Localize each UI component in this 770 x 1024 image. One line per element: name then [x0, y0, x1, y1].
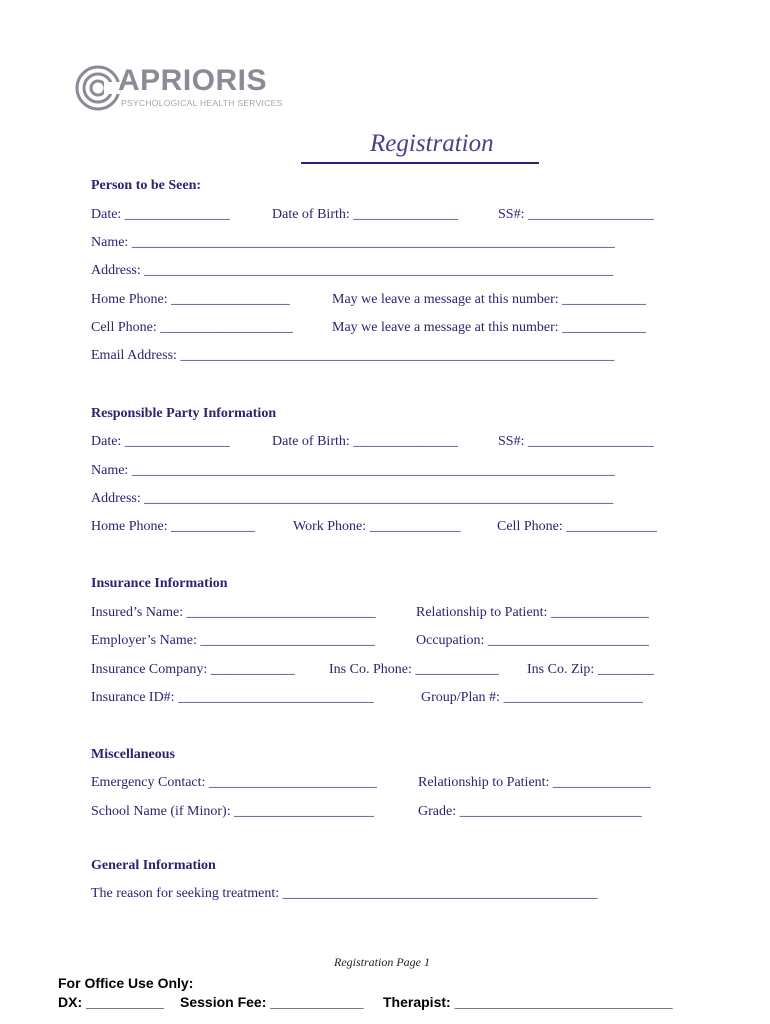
person-date-field[interactable]: Date: _______________ — [91, 207, 230, 222]
insurance-co-phone-field[interactable]: Ins Co. Phone: ____________ — [329, 662, 500, 677]
person-cell-message-field[interactable]: May we leave a message at this number: ____________ — [332, 320, 647, 335]
dx-field[interactable]: DX: __________ — [58, 994, 164, 1010]
employer-name-field[interactable]: Employer’s Name: _________________________ — [91, 633, 376, 648]
responsible-ss-field[interactable]: SS#: __________________ — [498, 434, 654, 449]
responsible-cell-phone-field[interactable]: Cell Phone: _____________ — [497, 519, 658, 534]
logo-wordmark: APRIORIS — [118, 64, 268, 97]
occupation-field[interactable]: Occupation: _______________________ — [416, 633, 649, 648]
section-insurance-heading: Insurance Information — [91, 576, 228, 591]
misc-row-school — [91, 804, 681, 824]
treatment-reason-field[interactable]: The reason for seeking treatment: _____________________________________________ — [91, 886, 598, 901]
responsible-work-phone-field[interactable]: Work Phone: _____________ — [293, 519, 461, 534]
responsible-row-name — [91, 463, 681, 483]
responsible-home-phone-field[interactable]: Home Phone: ____________ — [91, 519, 256, 534]
section-responsible-heading: Responsible Party Information — [91, 406, 277, 421]
person-address-field[interactable]: Address: ___________________________________________________________________ — [91, 263, 614, 278]
page-caption: Registration Page 1 — [334, 955, 430, 969]
person-home-phone-field[interactable]: Home Phone: _________________ — [91, 292, 291, 307]
responsible-address-field[interactable]: Address: ___________________________________________________________________ — [91, 491, 614, 506]
insurance-relationship-field[interactable]: Relationship to Patient: ______________ — [416, 605, 649, 620]
session-fee-field[interactable]: Session Fee: ____________ — [180, 994, 364, 1010]
insurance-co-zip-field[interactable]: Ins Co. Zip: ________ — [527, 662, 654, 677]
insurance-row-id — [91, 690, 681, 710]
person-row-dates — [91, 207, 681, 227]
person-row-cell-phone — [91, 320, 681, 340]
concentric-circles-logo-icon — [74, 62, 122, 114]
insurance-company-field[interactable]: Insurance Company: ____________ — [91, 662, 295, 677]
misc-relationship-field[interactable]: Relationship to Patient: ______________ — [418, 775, 651, 790]
person-row-name — [91, 235, 681, 255]
misc-row-emergency — [91, 775, 681, 795]
person-row-home-phone — [91, 292, 681, 312]
insurance-row-insured — [91, 605, 681, 625]
section-general-heading: General Information — [91, 858, 216, 873]
insurance-row-employer — [91, 633, 681, 653]
person-dob-field[interactable]: Date of Birth: _______________ — [272, 207, 459, 222]
insured-name-field[interactable]: Insured’s Name: ___________________________ — [91, 605, 376, 620]
responsible-row-phones — [91, 519, 681, 539]
general-row-reason — [91, 886, 681, 906]
person-home-message-field[interactable]: May we leave a message at this number: ____________ — [332, 292, 647, 307]
person-ss-field[interactable]: SS#: __________________ — [498, 207, 654, 222]
person-name-field[interactable]: Name: _____________________________________________________________________ — [91, 235, 615, 250]
logo-subtitle: PSYCHOLOGICAL HEALTH SERVICES — [121, 98, 283, 108]
grade-field[interactable]: Grade: __________________________ — [418, 804, 642, 819]
group-plan-field[interactable]: Group/Plan #: ____________________ — [421, 690, 644, 705]
responsible-date-field[interactable]: Date: _______________ — [91, 434, 230, 449]
office-use-row — [58, 994, 718, 1014]
insurance-row-company — [91, 662, 681, 682]
school-name-field[interactable]: School Name (if Minor): ____________________ — [91, 804, 375, 819]
responsible-name-field[interactable]: Name: _____________________________________________________________________ — [91, 463, 615, 478]
responsible-row-address — [91, 491, 681, 511]
title-underline — [301, 162, 539, 164]
person-row-address — [91, 263, 681, 283]
page-title: Registration — [370, 130, 494, 157]
person-cell-phone-field[interactable]: Cell Phone: ___________________ — [91, 320, 294, 335]
person-row-email — [91, 348, 681, 368]
responsible-dob-field[interactable]: Date of Birth: _______________ — [272, 434, 459, 449]
person-email-field[interactable]: Email Address: ______________________________________________________________ — [91, 348, 615, 363]
apriories-logo — [74, 62, 283, 118]
section-person-heading: Person to be Seen: — [91, 178, 202, 193]
responsible-row-dates — [91, 434, 681, 454]
office-use-heading: For Office Use Only: — [58, 975, 194, 991]
section-misc-heading: Miscellaneous — [91, 747, 175, 762]
insurance-id-field[interactable]: Insurance ID#: ____________________________ — [91, 690, 375, 705]
emergency-contact-field[interactable]: Emergency Contact: ________________________ — [91, 775, 377, 790]
therapist-field[interactable]: Therapist: ____________________________ — [383, 994, 673, 1010]
